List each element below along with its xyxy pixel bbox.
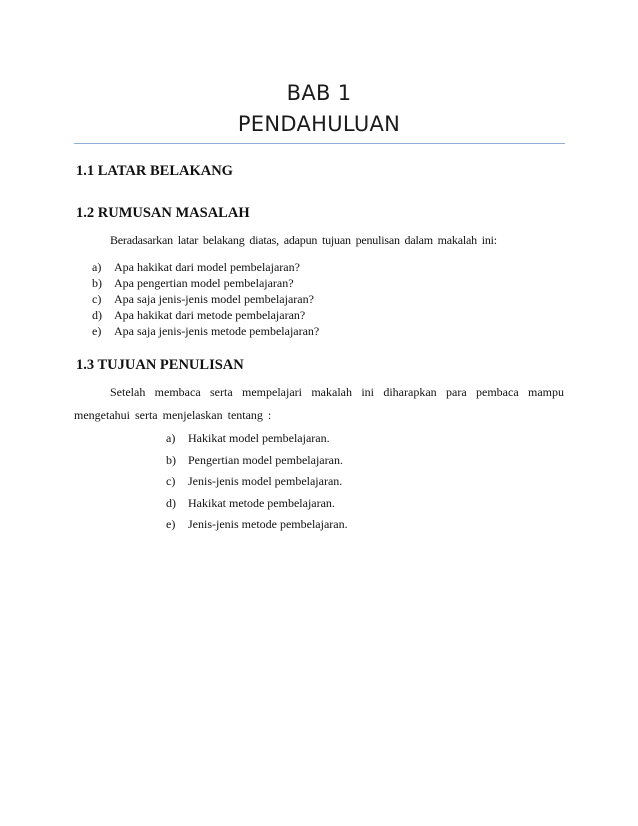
list-marker: d)	[166, 495, 176, 510]
list-item	[92, 307, 319, 323]
list-text: Hakikat model pembelajaran.	[188, 431, 330, 445]
list-item	[166, 450, 348, 472]
list-marker: a)	[92, 260, 102, 274]
word: pembaca	[476, 385, 519, 399]
list-marker: e)	[166, 517, 176, 531]
list-text: Jenis-jenis model pembelajaran.	[188, 474, 343, 488]
tujuan-intro-line2: mengetahui serta menjelaskan tentang :	[74, 408, 272, 422]
list-marker: b)	[92, 276, 102, 290]
list-text: Apa hakikat dari model pembelajaran?	[114, 260, 300, 274]
tujuan-intro-line1	[110, 385, 564, 400]
word: serta	[210, 385, 233, 399]
list-item	[92, 259, 319, 275]
list-text: Apa saja jenis-jenis metode pembelajaran?	[114, 324, 320, 338]
section-heading-tujuan-penulisan: 1.3 TUJUAN PENULISAN	[76, 357, 244, 373]
list-text: Apa pengertian model pembelajaran?	[114, 276, 294, 290]
word: para	[446, 385, 467, 399]
title-divider	[74, 143, 565, 144]
list-item	[166, 514, 348, 536]
list-text: Pengertian model pembelajaran.	[188, 452, 343, 467]
word: makalah	[311, 385, 352, 399]
list-item	[92, 291, 319, 307]
chapter-title: PENDAHULUAN	[237, 112, 401, 136]
list-marker: b)	[166, 452, 176, 467]
list-item	[166, 471, 348, 493]
list-marker: c)	[166, 474, 176, 488]
word: diharapkan	[383, 385, 437, 399]
list-text: Jenis-jenis metode pembelajaran.	[188, 517, 348, 531]
tujuan-list	[166, 428, 348, 536]
list-marker: c)	[92, 292, 102, 306]
list-item	[92, 323, 319, 339]
word: mempelajari	[242, 385, 302, 399]
list-item	[166, 428, 348, 450]
word: mampu	[527, 385, 564, 399]
word: ini	[361, 385, 374, 399]
list-text: Apa hakikat dari metode pembelajaran?	[114, 308, 306, 322]
rumusan-list	[92, 259, 319, 339]
word: membaca	[154, 385, 201, 399]
list-item	[166, 493, 348, 515]
list-marker: d)	[92, 308, 102, 322]
list-item	[92, 275, 319, 291]
section-heading-rumusan-masalah: 1.2 RUMUSAN MASALAH	[76, 205, 250, 221]
word: Setelah	[110, 385, 146, 399]
list-marker: a)	[166, 431, 176, 445]
chapter-number: BAB 1	[286, 81, 352, 105]
rumusan-intro: Beradasarkan latar belakang diatas, adapun tujuan penulisan dalam makalah ini:	[110, 233, 497, 247]
section-heading-latar-belakang: 1.1 LATAR BELAKANG	[76, 163, 233, 179]
list-text: Apa saja jenis-jenis model pembelajaran?	[114, 292, 314, 306]
list-marker: e)	[92, 324, 102, 338]
list-text: Hakikat metode pembelajaran.	[188, 495, 335, 510]
